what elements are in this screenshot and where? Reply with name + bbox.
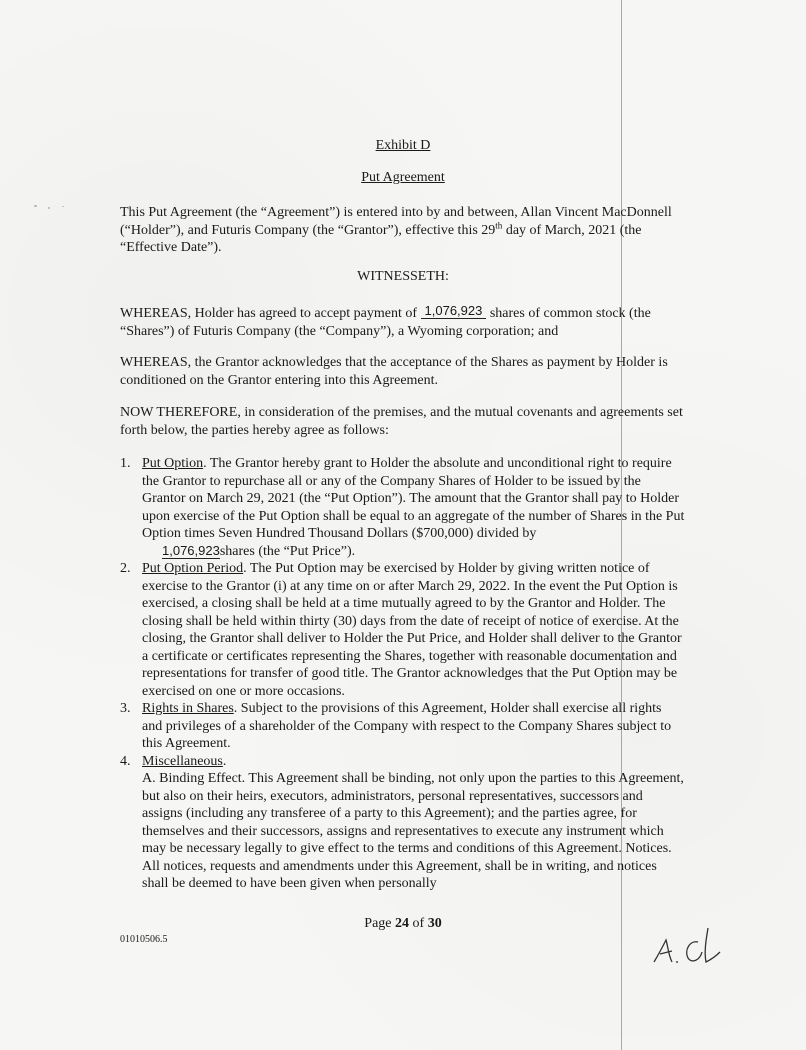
section-rights-in-shares: 3. Rights in Shares. Subject to the provisions of this Agreement, Holder shall exercise all rights and privileges of a shareholder of the Company with respect to the Company Shares subject to this Agreement. (120, 701, 672, 751)
whereas-paragraph-2: WHEREAS, the Grantor acknowledges that the acceptance of the Shares as payment by Holder is conditioned on the Grantor entering into this Agreement. (120, 355, 668, 388)
agreement-title: Put Agreement (361, 170, 445, 185)
shares-fill-in: 1,076,923 (162, 542, 220, 558)
document-number: 01010506.5 (120, 934, 168, 945)
section-title: Rights in Shares (142, 701, 234, 716)
handwritten-initials-icon (650, 922, 730, 972)
section-put-option: 1. Put Option. The Grantor hereby grant to Holder the absolute and unconditional right to require the Grantor to repurchase all or any of the Company Shares of Holder to be issued by the Grantor on March 29, 2021 (the “Put Option”). The amount that the Grantor shall pay to Holder upon exercise of the Put Option shall be equal to an aggregate of the number of Shares in the Put Option times Seven Hundred Thousand Dollars ($700,000) divided by 1,076,923shares (the “Put Price”). (120, 456, 685, 559)
witnesseth-heading: WITNESSETH: (357, 269, 449, 284)
whereas-paragraph-1: WHEREAS, Holder has agreed to accept payment of 1,076,923 shares of common stock (the “Shares”) of Futuris Company (the “Company”), a Wyoming corporation; and (120, 303, 651, 339)
shares-fill-in: 1,076,923 (421, 303, 487, 319)
scan-speck (48, 207, 50, 209)
sections-list (120, 455, 685, 893)
page-number: Page 24 of 30 (364, 916, 442, 931)
exhibit-heading: Exhibit D (375, 138, 431, 153)
section-miscellaneous: 4. Miscellaneous. A. Binding Effect. This Agreement shall be binding, not only upon the parties to this Agreement, but also on their heirs, executors, administrators, personal representatives, successors and assigns (including any transferee of a party to this Agreement); and the parties agree, for themselves and their successors, assigns and representatives to execute any instrument which may be necessary legally to give effect to the terms and conditions of this Agreement. Notices. All notices, requests and amendments under this Agreement, shall be in writing, and notices shall be deemed to have been given when personally (120, 753, 684, 891)
scan-speck (34, 205, 37, 207)
section-title: Put Option Period (142, 561, 244, 576)
intro-text-end: day of March, 2021 (the “Effective Date”). (120, 222, 642, 255)
section-title: Put Option (142, 456, 204, 471)
scan-speck (62, 206, 64, 207)
section-title: Miscellaneous (142, 753, 223, 769)
now-therefore-paragraph: NOW THEREFORE, in consideration of the premises, and the mutual covenants and agreements set forth below, the parties hereby agree as follows: (120, 405, 683, 438)
subsection-binding-effect: A. Binding Effect. This Agreement shall be binding, not only upon the parties to this Agreement, but also on their heirs, executors, administrators, personal representatives, successors and assigns (including any transferee of a party to this Agreement); and the parties agree, for themselves and their successors, assigns and representatives to execute any instrument which may be necessary legally to give effect to the terms and conditions of this Agreement. Notices. All notices, requests and amendments under this Agreement, shall be in writing, and notices shall be deemed to have been given when personally (142, 771, 684, 891)
intro-text: This Put Agreement (the “Agreement”) is entered into by and between, Allan Vincent MacDonnell (“Holder”), and Futuris Company (the “Grantor”), effective this 29 (120, 205, 672, 238)
intro-ordinal: th (495, 219, 503, 230)
section-put-option-period: 2. Put Option Period. The Put Option may be exercised by Holder by giving written notice of exercise to the Grantor (i) at any time on or after March 29, 2022. In the event the Put Option is exercised, a closing shall be held at a time mutually agreed to by the Grantor and Holder. The closing shall be held within thirty (30) days from the date of receipt of notice of exercise. At the closing, the Grantor shall deliver to Holder the Put Price, and Holder shall deliver to the Grantor a certificate or certificates representing the Shares, together with reasonable documentation and representations for transfer of good title. The Grantor acknowledges that the Put Option may be exercised on one or more occasions. (120, 561, 682, 699)
intro-paragraph (120, 204, 685, 257)
